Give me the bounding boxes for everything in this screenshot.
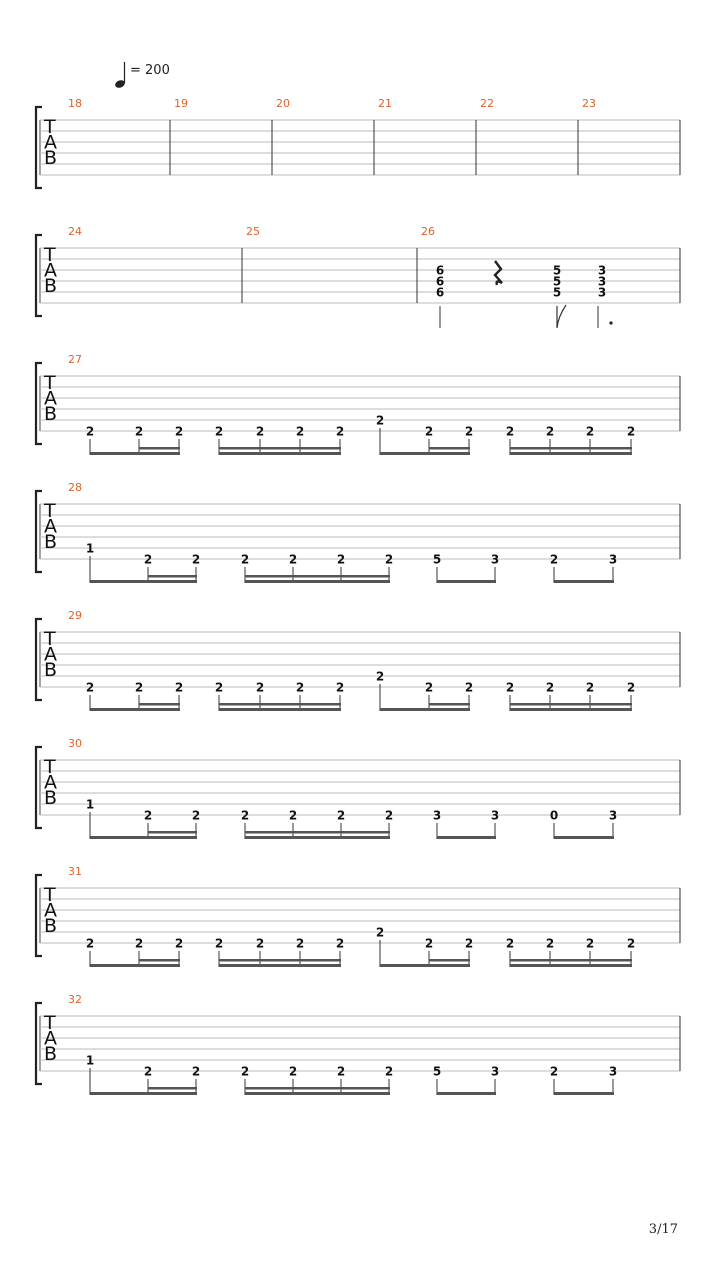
beam-secondary (139, 703, 180, 706)
measure-number: 25 (246, 225, 260, 238)
fret-number: 2 (288, 808, 298, 823)
fret-number: 2 (295, 936, 305, 951)
tab-system (36, 97, 680, 188)
fret-number: 3 (432, 808, 442, 823)
beam (510, 452, 632, 455)
dot (609, 321, 612, 324)
tab-system (36, 481, 680, 583)
tab-clef-letter: A (44, 259, 57, 282)
fret-number: 2 (585, 424, 595, 439)
system-bracket (36, 491, 42, 572)
tab-system (36, 353, 680, 455)
fret-number: 2 (464, 424, 474, 439)
tab-system (36, 737, 680, 839)
fret-number: 2 (255, 424, 265, 439)
beam-secondary (219, 703, 341, 706)
system-bracket (36, 363, 42, 444)
tab-clef-letter: T (44, 1012, 56, 1034)
fret-number: 2 (143, 1064, 153, 1079)
fret-number: 2 (174, 936, 184, 951)
beam-secondary (510, 447, 632, 450)
quarter-rest-icon (495, 261, 502, 285)
fret-number: 2 (384, 808, 394, 823)
system-bracket (36, 619, 42, 700)
fret-number: 2 (336, 808, 346, 823)
tab-system (36, 225, 680, 328)
tempo-marking (114, 62, 170, 89)
chord-fret: 5 (552, 263, 562, 278)
fret-number: 2 (335, 680, 345, 695)
fret-number: 1 (85, 541, 95, 556)
chord-fret: 3 (597, 263, 607, 278)
tab-clef-letter: A (44, 515, 57, 538)
system-bracket (36, 235, 42, 316)
fret-number: 2 (384, 552, 394, 567)
beam-secondary (245, 831, 390, 834)
tab-clef-letter: B (44, 275, 58, 297)
tab-clef-letter: T (44, 116, 56, 138)
fret-number: 2 (545, 680, 555, 695)
beam (245, 1092, 390, 1095)
fret-number: 2 (375, 413, 385, 428)
tab-clef-letter: A (44, 387, 57, 410)
beam (90, 580, 197, 583)
tab-clef-letter: A (44, 1027, 57, 1050)
measure-number: 18 (68, 97, 82, 110)
fret-number: 2 (336, 1064, 346, 1079)
chord-fret: 3 (597, 274, 607, 289)
tab-clef-letter: B (44, 915, 58, 937)
tab-clef-letter: B (44, 147, 58, 169)
tab-clef-letter: B (44, 659, 58, 681)
fret-number: 2 (288, 552, 298, 567)
fret-number: 2 (255, 680, 265, 695)
beam-secondary (245, 575, 390, 578)
measure-number: 32 (68, 993, 82, 1006)
fret-number: 5 (432, 1064, 442, 1079)
fret-number: 2 (85, 936, 95, 951)
fret-number: 2 (214, 936, 224, 951)
measure-number: 22 (480, 97, 494, 110)
tab-clef-letter: B (44, 531, 58, 553)
tab-clef-letter: A (44, 131, 57, 154)
measure-number: 27 (68, 353, 82, 366)
fret-number: 2 (85, 424, 95, 439)
fret-number: 2 (134, 936, 144, 951)
measure-number: 21 (378, 97, 392, 110)
beam-secondary (510, 703, 632, 706)
beam (437, 580, 496, 583)
beam (510, 964, 632, 967)
fret-number: 2 (335, 424, 345, 439)
beam (245, 836, 390, 839)
fret-number: 2 (214, 680, 224, 695)
tab-clef-letter: A (44, 899, 57, 922)
fret-number: 2 (549, 1064, 559, 1079)
tab-clef-letter: A (44, 771, 57, 794)
fret-number: 2 (505, 680, 515, 695)
fret-number: 2 (288, 1064, 298, 1079)
fret-number: 2 (545, 424, 555, 439)
beam-secondary (219, 959, 341, 962)
fret-number: 2 (545, 936, 555, 951)
fret-number: 3 (608, 552, 618, 567)
beam-secondary (429, 703, 470, 706)
system-bracket (36, 747, 42, 828)
beam-secondary (429, 959, 470, 962)
tab-clef-letter: T (44, 628, 56, 650)
measure-number: 20 (276, 97, 290, 110)
beam (90, 1092, 197, 1095)
measure-number: 30 (68, 737, 82, 750)
fret-number: 2 (191, 808, 201, 823)
fret-number: 2 (214, 424, 224, 439)
beam (380, 708, 470, 711)
chord-fret: 6 (435, 285, 445, 300)
beam-secondary (148, 1087, 197, 1090)
fret-number: 5 (432, 552, 442, 567)
tab-system (36, 865, 680, 967)
tab-clef-letter: A (44, 643, 57, 666)
beam (219, 964, 341, 967)
beam (380, 964, 470, 967)
beam-secondary (429, 447, 470, 450)
measure-number: 28 (68, 481, 82, 494)
fret-number: 2 (626, 424, 636, 439)
chord-fret: 5 (552, 285, 562, 300)
fret-number: 2 (134, 424, 144, 439)
fret-number: 2 (174, 424, 184, 439)
page-number: 3/17 (648, 1222, 678, 1237)
fret-number: 2 (295, 424, 305, 439)
chord-fret: 5 (552, 274, 562, 289)
fret-number: 2 (191, 552, 201, 567)
tab-clef-letter: B (44, 1043, 58, 1065)
fret-number: 3 (490, 552, 500, 567)
beam (437, 1092, 496, 1095)
eighth-flag (557, 305, 566, 328)
beam (219, 452, 341, 455)
fret-number: 2 (375, 925, 385, 940)
fret-number: 2 (424, 680, 434, 695)
fret-number: 2 (240, 808, 250, 823)
tab-clef-letter: T (44, 884, 56, 906)
tempo-value: = 200 (130, 63, 170, 78)
measure-number: 26 (421, 225, 435, 238)
fret-number: 2 (240, 552, 250, 567)
chord-fret: 6 (435, 274, 445, 289)
tab-system (36, 993, 680, 1095)
beam-secondary (245, 1087, 390, 1090)
beam (554, 1092, 614, 1095)
beam (245, 580, 390, 583)
beam-secondary (510, 959, 632, 962)
beam (90, 964, 180, 967)
fret-number: 2 (336, 552, 346, 567)
tab-system (36, 609, 680, 711)
beam-secondary (139, 447, 180, 450)
fret-number: 2 (174, 680, 184, 695)
fret-number: 2 (626, 936, 636, 951)
fret-number: 2 (505, 424, 515, 439)
measure-number: 19 (174, 97, 188, 110)
measure-number: 23 (582, 97, 596, 110)
beam (380, 452, 470, 455)
fret-number: 2 (585, 936, 595, 951)
beam (437, 836, 496, 839)
measure-number: 29 (68, 609, 82, 622)
fret-number: 2 (424, 936, 434, 951)
fret-number: 2 (85, 680, 95, 695)
fret-number: 2 (255, 936, 265, 951)
beam (219, 708, 341, 711)
fret-number: 2 (134, 680, 144, 695)
system-bracket (36, 1003, 42, 1084)
system-bracket (36, 875, 42, 956)
tab-clef-letter: T (44, 372, 56, 394)
tab-clef-letter: T (44, 244, 56, 266)
tab-clef-letter: B (44, 403, 58, 425)
beam (90, 452, 180, 455)
beam (90, 836, 197, 839)
fret-number: 2 (424, 424, 434, 439)
fret-number: 2 (143, 808, 153, 823)
tab-clef-letter: T (44, 756, 56, 778)
fret-number: 3 (490, 1064, 500, 1079)
beam (554, 580, 614, 583)
fret-number: 2 (335, 936, 345, 951)
measure-number: 31 (68, 865, 82, 878)
fret-number: 2 (505, 936, 515, 951)
beam (554, 836, 614, 839)
fret-number: 2 (295, 680, 305, 695)
chord-fret: 6 (435, 263, 445, 278)
chord-fret: 3 (597, 285, 607, 300)
fret-number: 1 (85, 797, 95, 812)
fret-number: 0 (549, 808, 559, 823)
fret-number: 3 (608, 1064, 618, 1079)
beam-secondary (139, 959, 180, 962)
fret-number: 2 (191, 1064, 201, 1079)
fret-number: 2 (464, 680, 474, 695)
fret-number: 2 (549, 552, 559, 567)
fret-number: 2 (375, 669, 385, 684)
fret-number: 3 (490, 808, 500, 823)
tab-clef-letter: B (44, 787, 58, 809)
fret-number: 2 (464, 936, 474, 951)
fret-number: 3 (608, 808, 618, 823)
fret-number: 2 (585, 680, 595, 695)
fret-number: 2 (384, 1064, 394, 1079)
fret-number: 2 (240, 1064, 250, 1079)
fret-number: 1 (85, 1053, 95, 1068)
beam-secondary (148, 831, 197, 834)
beam (510, 708, 632, 711)
measure-number: 24 (68, 225, 82, 238)
beam-secondary (219, 447, 341, 450)
fret-number: 2 (143, 552, 153, 567)
tab-clef-letter: T (44, 500, 56, 522)
beam (90, 708, 180, 711)
beam-secondary (148, 575, 197, 578)
fret-number: 2 (626, 680, 636, 695)
system-bracket (36, 107, 42, 188)
